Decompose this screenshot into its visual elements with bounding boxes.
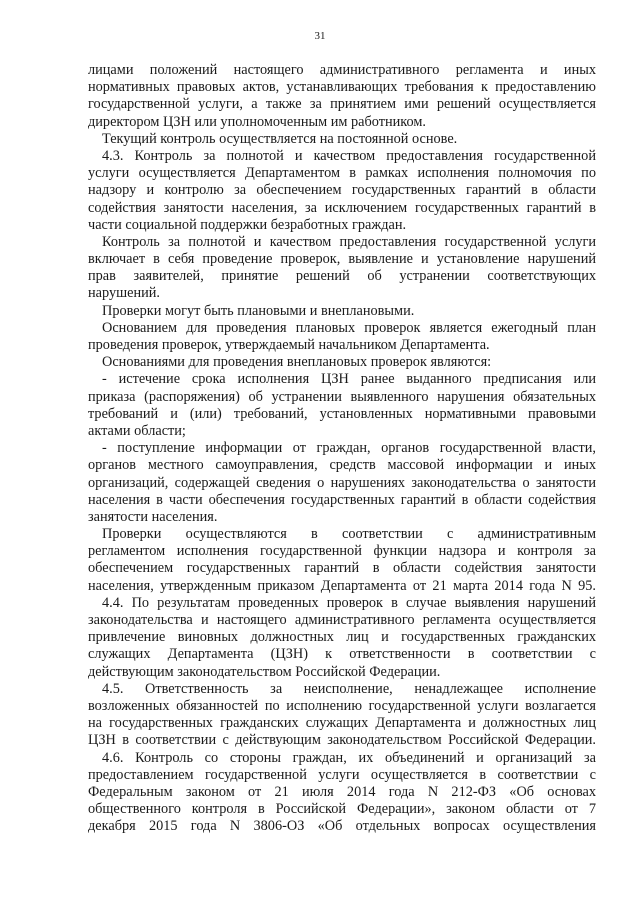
- text-line: 4.6. Контроль со стороны граждан, их объединений и организаций за: [102, 749, 596, 766]
- text-line: организаций, содержащей сведения о нарушениях законодательства о занятости: [88, 474, 596, 491]
- text-line: директором ЦЗН или уполномоченным им работником.: [88, 113, 427, 130]
- text-line: прав заявителей, принятие решений об устранении соответствующих: [88, 268, 596, 285]
- text-line: содействия занятости населения, за исключением государственных гарантий в: [88, 199, 596, 216]
- text-line: служащих Департамента (ЦЗН) к ответственности в соответствии с: [88, 646, 596, 663]
- text-line: Проверки осуществляются в соответствии с административным: [102, 526, 596, 543]
- text-line: Проверки могут быть плановыми и внеплановыми.: [102, 302, 415, 319]
- text-line: декабря 2015 года N 3806-ОЗ «Об отдельных вопросах осуществления: [88, 818, 596, 835]
- text-line: населения в части обеспечения государственных гарантий в области содействия: [88, 491, 596, 508]
- text-line: предоставлением государственной услуги осуществляется в соответствии с: [88, 766, 596, 783]
- text-line: привлечение виновных должностных лиц и государственных гражданских: [88, 629, 596, 646]
- text-line: занятости населения.: [88, 508, 218, 525]
- text-line: Основанием для проведения плановых проверок является ежегодный план: [102, 319, 596, 336]
- text-line: населения, утвержденным приказом Департамента от 21 марта 2014 года N 95.: [88, 577, 596, 594]
- text-line: органов местного самоуправления, средств массовой информации и иных: [88, 457, 596, 474]
- text-line: надзору и контролю за обеспечением государственных гарантий в области: [88, 182, 596, 199]
- text-line: государственной услуги, а также за принятием ими решений осуществляется: [88, 96, 596, 113]
- text-line: нормативных правовых актов, устанавливающих требования к предоставлению: [88, 79, 596, 96]
- text-line: общественного контроля в Российской Федерации», законом области от 7: [88, 801, 596, 818]
- text-line: проведения проверок, утверждаемый начальником Департамента.: [88, 337, 490, 353]
- text-line: - истечение срока исполнения ЦЗН ранее выданного предписания или: [102, 371, 596, 388]
- text-line: Текущий контроль осуществляется на постоянной основе.: [102, 130, 458, 147]
- text-line: ЦЗН в соответствии с действующим законодательством Российской Федерации.: [88, 732, 596, 749]
- text-line: требований и (или) требований, установленных нормативными правовыми: [88, 405, 596, 422]
- text-line: приказа (распоряжения) об устранении выявленного нарушения обязательных: [88, 388, 596, 405]
- text-line: Контроль за полнотой и качеством предоставления государственной услуги: [102, 233, 596, 250]
- text-line: услуги осуществляется Департаментом в рамках исполнения полномочия по: [88, 165, 596, 182]
- text-line: обеспечением государственных гарантий в области содействия занятости: [88, 560, 596, 577]
- text-line: 4.3. Контроль за полнотой и качеством предоставления государственной: [102, 147, 596, 164]
- text-line: 4.5. Ответственность за неисполнение, ненадлежащее исполнение: [102, 680, 596, 697]
- text-line: нарушений.: [88, 285, 160, 302]
- text-line: возложенных обязанностей по исполнению государственной услуги возлагается: [88, 697, 596, 714]
- page-number: 31: [314, 30, 326, 42]
- text-line: действующим законодательством Российской Федерации.: [88, 663, 441, 680]
- text-line: Федеральным законом от 21 июля 2014 года N 212-ФЗ «Об основах: [88, 783, 596, 800]
- text-line: регламентом исполнения государственной функции надзора и контроля за: [88, 543, 596, 560]
- text-line: 4.4. По результатам проведенных проверок в случае выявления нарушений: [102, 594, 596, 611]
- text-line: законодательства и настоящего административного регламента осуществляется: [88, 612, 596, 628]
- text-line: актами области;: [88, 422, 186, 439]
- text-line: на государственных гражданских служащих Департамента и должностных лиц: [88, 715, 596, 732]
- text-line: лицами положений настоящего административного регламента и иных: [88, 62, 596, 78]
- text-line: Основаниями для проведения внеплановых проверок являются:: [102, 354, 492, 371]
- document-body: [88, 62, 596, 835]
- text-line: части социальной поддержки безработных граждан.: [88, 216, 407, 233]
- text-line: - поступление информации от граждан, органов государственной власти,: [102, 440, 596, 457]
- text-line: включает в себя проведение проверок, выявление и установление нарушений: [88, 251, 596, 268]
